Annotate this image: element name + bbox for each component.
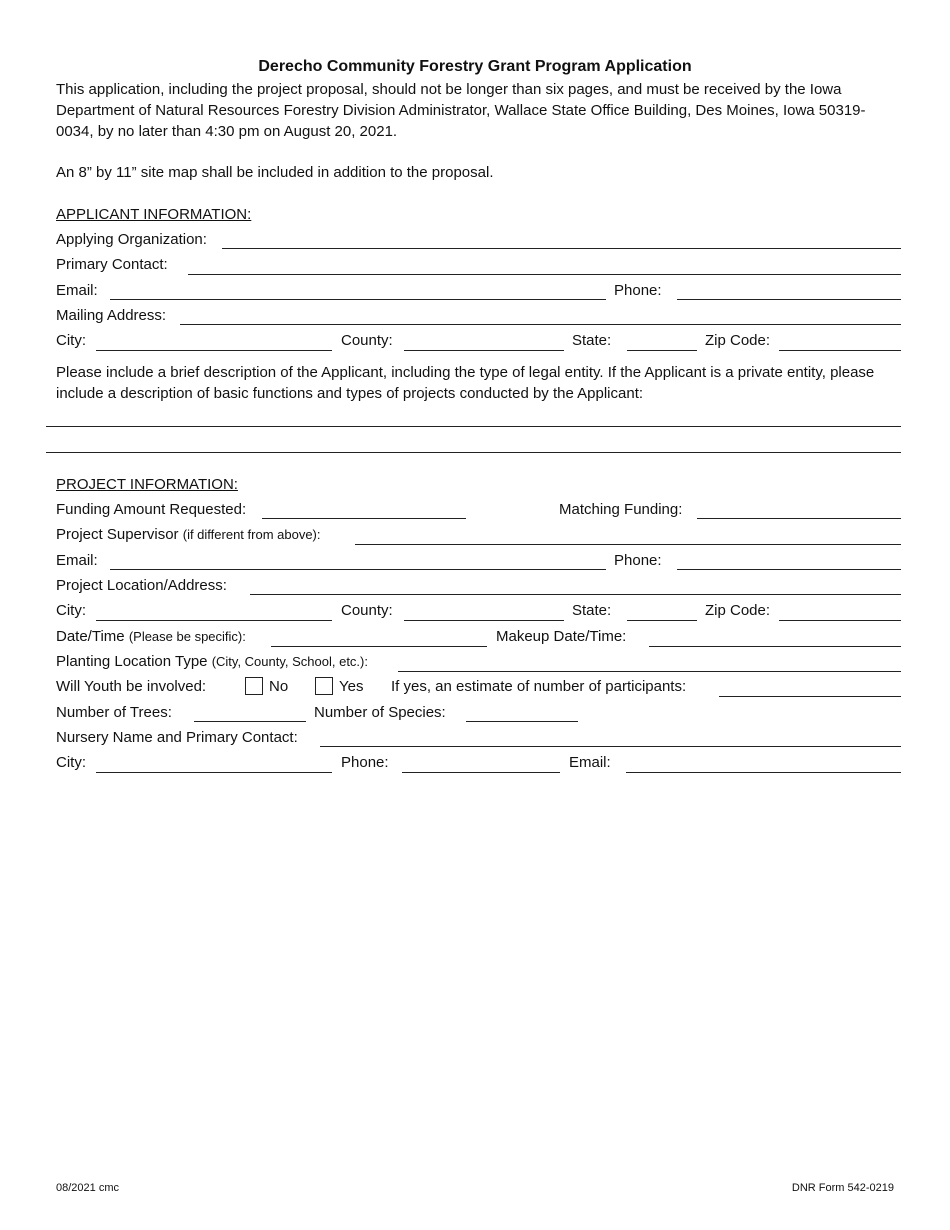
applicant-county-label: County: bbox=[341, 332, 393, 349]
project-phone-field[interactable] bbox=[677, 569, 901, 570]
youth-yes-label: Yes bbox=[339, 678, 364, 695]
makeup-date-time-field[interactable] bbox=[649, 646, 901, 647]
applicant-county-field[interactable] bbox=[404, 350, 564, 351]
applicant-city-field[interactable] bbox=[96, 350, 332, 351]
project-location-field[interactable] bbox=[250, 594, 901, 595]
youth-involved-label: Will Youth be involved: bbox=[56, 678, 207, 695]
project-location-label: Project Location/Address: bbox=[56, 577, 227, 594]
project-email-field[interactable] bbox=[110, 569, 606, 570]
planting-location-label bbox=[56, 654, 368, 669]
nursery-email-label: Email: bbox=[569, 754, 611, 771]
participants-estimate-field[interactable] bbox=[719, 696, 901, 697]
site-map-note: An 8” by 11” site map shall be included in addition to the proposal. bbox=[56, 164, 494, 181]
applicant-section-heading: APPLICANT INFORMATION: bbox=[56, 206, 252, 223]
applying-organization-field[interactable] bbox=[222, 248, 901, 249]
date-time-field[interactable] bbox=[271, 646, 487, 647]
number-of-species-label: Number of Species: bbox=[314, 704, 446, 721]
project-state-label: State: bbox=[572, 602, 612, 619]
project-county-label: County: bbox=[341, 602, 393, 619]
funding-amount-label: Funding Amount Requested: bbox=[56, 501, 247, 518]
nursery-phone-label: Phone: bbox=[341, 754, 389, 771]
project-zip-field[interactable] bbox=[779, 620, 901, 621]
applicant-state-label: State: bbox=[572, 332, 612, 349]
mailing-address-label: Mailing Address: bbox=[56, 307, 167, 324]
planting-location-field[interactable] bbox=[398, 671, 901, 672]
planting-location-note: (City, County, School, etc.): bbox=[211, 654, 368, 669]
nursery-email-field[interactable] bbox=[626, 772, 901, 773]
project-county-field[interactable] bbox=[404, 620, 564, 621]
project-supervisor-label bbox=[56, 527, 321, 542]
applicant-email-label: Email: bbox=[56, 282, 98, 299]
nursery-name-label: Nursery Name and Primary Contact: bbox=[56, 729, 298, 746]
project-email-label: Email: bbox=[56, 552, 98, 569]
project-phone-label: Phone: bbox=[614, 552, 662, 569]
applicant-description-line-2[interactable] bbox=[46, 452, 901, 453]
applicant-phone-label: Phone: bbox=[614, 282, 662, 299]
applicant-zip-label: Zip Code: bbox=[705, 332, 771, 349]
matching-funding-label: Matching Funding: bbox=[559, 501, 683, 518]
applicant-email-field[interactable] bbox=[110, 299, 606, 300]
form-title: Derecho Community Forestry Grant Program Application bbox=[258, 58, 692, 75]
project-section-heading: PROJECT INFORMATION: bbox=[56, 476, 238, 493]
participants-estimate-label: If yes, an estimate of number of participants: bbox=[391, 678, 687, 695]
primary-contact-field[interactable] bbox=[188, 274, 901, 275]
youth-no-checkbox[interactable] bbox=[245, 677, 263, 695]
date-time-text: Date/Time bbox=[56, 628, 125, 645]
applicant-zip-field[interactable] bbox=[779, 350, 901, 351]
project-supervisor-note: (if different from above): bbox=[182, 527, 321, 542]
applicant-description-line-1[interactable] bbox=[46, 426, 901, 427]
funding-amount-field[interactable] bbox=[262, 518, 466, 519]
youth-yes-checkbox[interactable] bbox=[315, 677, 333, 695]
nursery-city-field[interactable] bbox=[96, 772, 332, 773]
number-of-trees-field[interactable] bbox=[194, 721, 306, 722]
number-of-trees-label: Number of Trees: bbox=[56, 704, 172, 721]
intro-paragraph: This application, including the project proposal, should not be longer than six pages, and must be received by the Iowa Department of Natural Resources Forestry Division Administrator, Wallace State Office Building, Des Moines, Iowa 50319-0034, by no later than 4:30 pm on August 20, 2021. bbox=[56, 81, 866, 140]
applicant-description-prompt: Please include a brief description of the Applicant, including the type of legal entity. If the Applicant is a private entity, please include a description of basic functions and types of projects conducted by the Applicant: bbox=[56, 364, 875, 402]
project-city-field[interactable] bbox=[96, 620, 332, 621]
footer-form-number: DNR Form 542-0219 bbox=[791, 1182, 894, 1194]
number-of-species-field[interactable] bbox=[466, 721, 578, 722]
footer-revision: 08/2021 cmc bbox=[56, 1182, 119, 1194]
applicant-state-field[interactable] bbox=[627, 350, 697, 351]
mailing-address-field[interactable] bbox=[180, 324, 901, 325]
planting-location-text: Planting Location Type bbox=[56, 653, 208, 670]
primary-contact-label: Primary Contact: bbox=[56, 256, 168, 273]
project-supervisor-field[interactable] bbox=[355, 544, 901, 545]
nursery-name-field[interactable] bbox=[320, 746, 901, 747]
project-state-field[interactable] bbox=[627, 620, 697, 621]
applying-organization-label: Applying Organization: bbox=[56, 231, 207, 248]
makeup-date-time-label: Makeup Date/Time: bbox=[496, 628, 627, 645]
project-city-label: City: bbox=[56, 602, 86, 619]
applicant-phone-field[interactable] bbox=[677, 299, 901, 300]
project-supervisor-text: Project Supervisor bbox=[56, 526, 179, 543]
applicant-city-label: City: bbox=[56, 332, 86, 349]
nursery-phone-field[interactable] bbox=[402, 772, 560, 773]
project-zip-label: Zip Code: bbox=[705, 602, 771, 619]
matching-funding-field[interactable] bbox=[697, 518, 901, 519]
youth-no-label: No bbox=[269, 678, 289, 695]
nursery-city-label: City: bbox=[56, 754, 86, 771]
date-time-label bbox=[56, 629, 246, 644]
date-time-note: (Please be specific): bbox=[128, 629, 246, 644]
